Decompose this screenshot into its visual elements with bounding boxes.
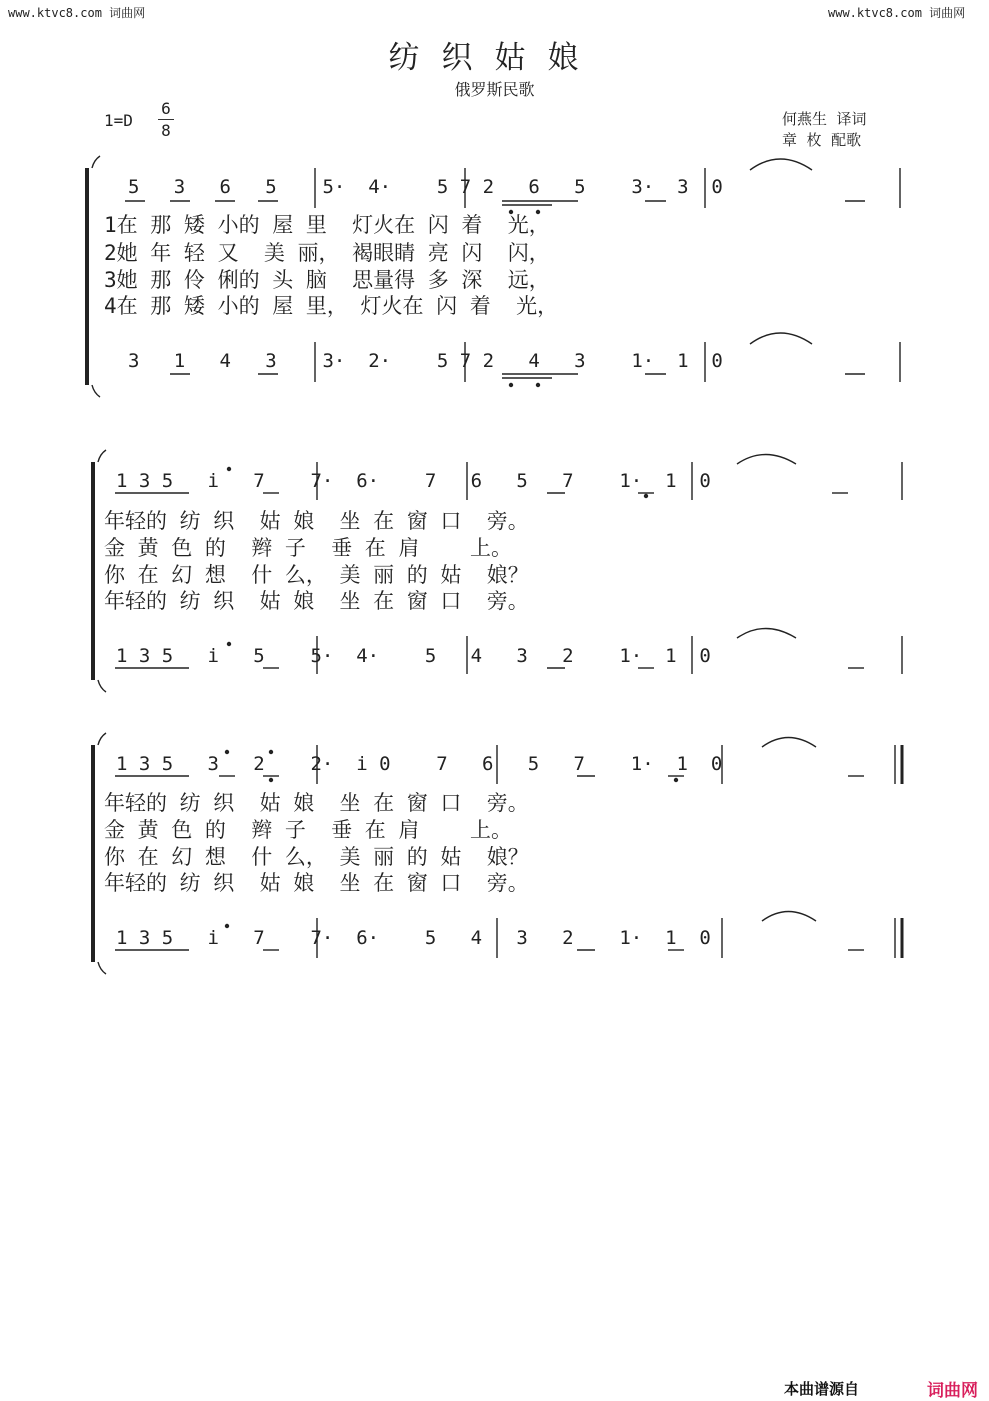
system-3-upper-notes: 1 3 5 3 2 2· i 0 7 6 5 7 1· 1 0 <box>116 753 723 775</box>
system-2-lyric-2: 金 黄 色 的 辫 子 垂 在 肩 上。 <box>104 536 513 560</box>
system-1-upper-notes: 5 3 6 5 5· 4· 5 7 2 6 5 3· 3 0 <box>128 176 723 198</box>
time-signature-top: 6 <box>161 99 171 118</box>
system-1-lyric-4: 4在 那 矮 小的 屋 里， 灯火在 闪 着 光， <box>104 294 559 318</box>
system-3-lyric-4: 年轻的 纺 织 姑 娘 坐 在 窗 口 旁。 <box>104 871 529 895</box>
system-1-lower-notes: 3 1 4 3 3· 2· 5 7 2 4 3 1· 1 0 <box>128 350 723 372</box>
system-1-lyric-3: 3她 那 伶 俐的 头 脑 思量得 多 深 远， <box>104 268 550 292</box>
song-title: 纺织姑娘 <box>388 40 601 76</box>
system-3-lyric-1: 年轻的 纺 织 姑 娘 坐 在 窗 口 旁。 <box>104 791 529 815</box>
footer-brand-logo[interactable]: 词曲网 <box>927 1381 978 1401</box>
system-3-lower-notes: 1 3 5 i 7 7· 6· 5 4 3 2 1· 1 0 <box>116 927 711 949</box>
system-2-lyric-1: 年轻的 纺 织 姑 娘 坐 在 窗 口 旁。 <box>104 509 529 533</box>
system-3-lyric-3: 你 在 幻 想 什 么， 美 丽 的 姑 娘？ <box>104 845 529 869</box>
watermark-right: www.ktvc8.com 词曲网 <box>828 6 966 20</box>
system-3-lyric-2: 金 黄 色 的 辫 子 垂 在 肩 上。 <box>104 818 513 842</box>
system-2-lyric-4: 年轻的 纺 织 姑 娘 坐 在 窗 口 旁。 <box>104 589 529 613</box>
watermark-left: www.ktvc8.com 词曲网 <box>8 6 146 20</box>
credit-arranger: 章 枚 配歌 <box>782 131 862 149</box>
system-2-lower-notes: 1 3 5 i 5 5· 4· 5 4 3 2 1· 1 0 <box>116 645 711 667</box>
footer-source-label: 本曲谱源自 <box>784 1380 860 1398</box>
credit-translator: 何燕生 译词 <box>782 110 867 128</box>
system-1-lyric-1: 1在 那 矮 小的 屋 里 灯火在 闪 着 光， <box>104 213 550 237</box>
system-2-lyric-3: 你 在 幻 想 什 么， 美 丽 的 姑 娘？ <box>104 563 529 587</box>
time-signature-bottom: 8 <box>161 121 171 140</box>
system-2-upper-notes: 1 3 5 i 7 7· 6· 7 6 5 7 1· 1 0 <box>116 470 711 492</box>
system-1-lyric-2: 2她 年 轻 又 美 丽， 褐眼睛 亮 闪 闪， <box>104 241 550 265</box>
key-signature: 1=D <box>104 111 133 130</box>
song-subtitle: 俄罗斯民歌 <box>454 80 535 99</box>
